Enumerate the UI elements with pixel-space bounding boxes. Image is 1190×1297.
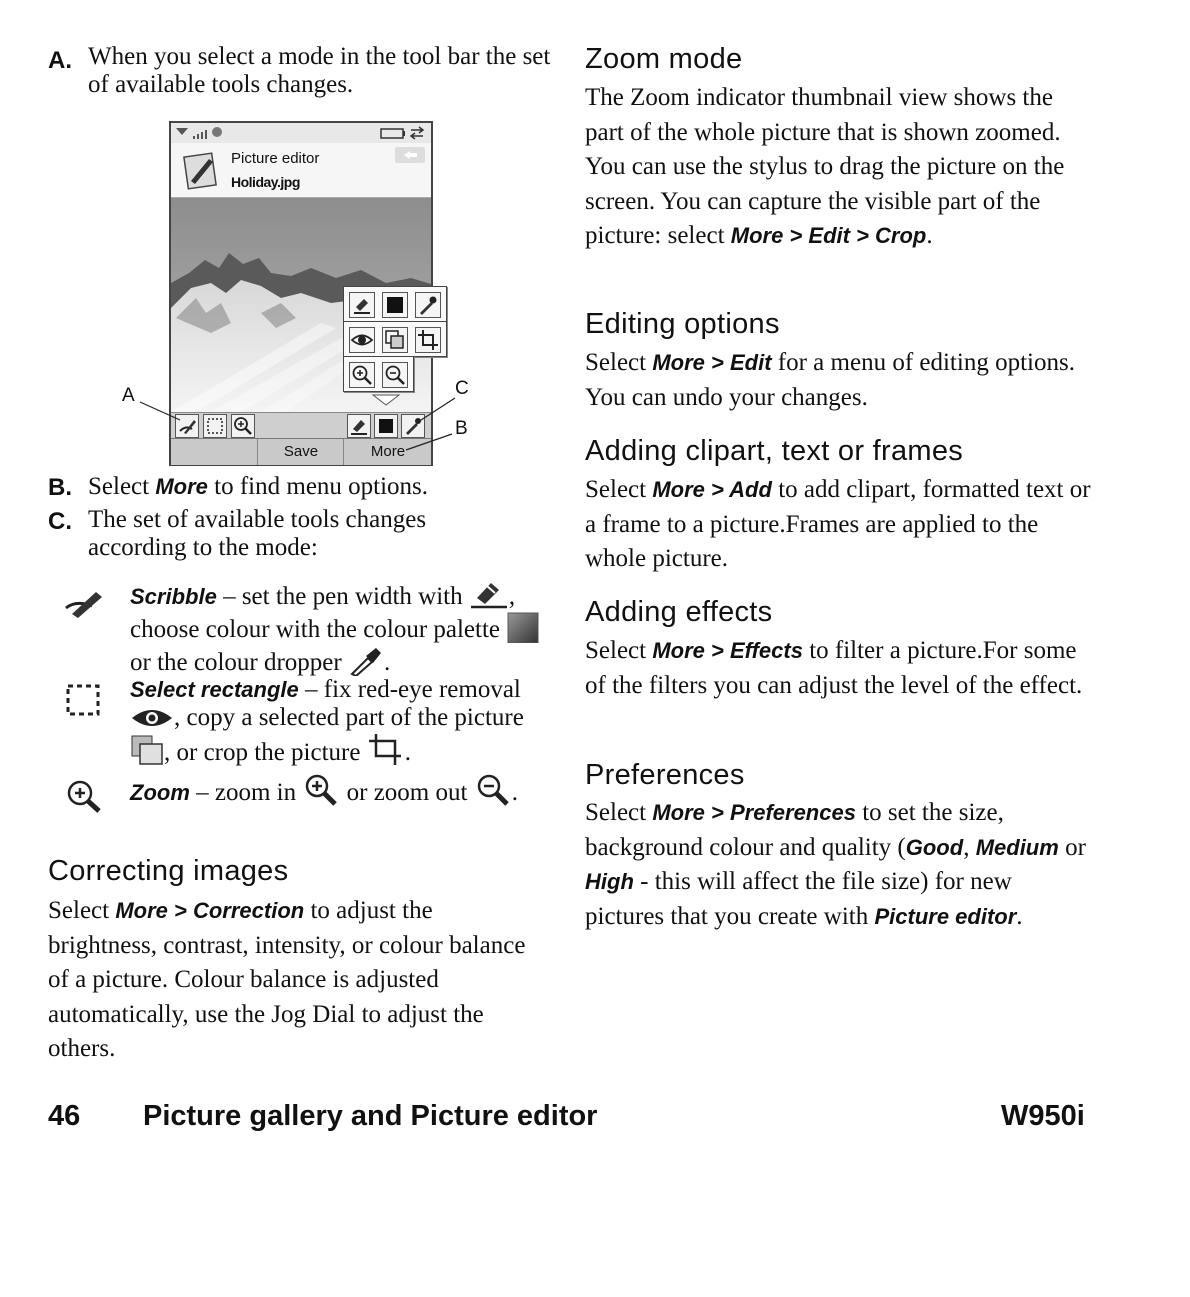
callout-c: C	[455, 378, 469, 399]
zoom-mode-heading: Zoom mode	[585, 43, 743, 75]
item-a-text: When you select a mode in the tool bar the set of available tools changes.	[88, 43, 551, 98]
zoom-icon	[64, 778, 104, 814]
crop-icon	[367, 732, 405, 766]
select-rectangle-description: Select rectangle – fix red-eye removal , copy a selected part of the picture , or crop the picture .	[130, 676, 524, 766]
copy-icon	[130, 734, 164, 766]
pen-width-icon	[469, 578, 509, 610]
item-c-text: The set of available tools changes according to the mode:	[88, 506, 427, 561]
file-name: Holiday.jpg	[231, 174, 300, 190]
zoom-out-icon	[474, 772, 512, 806]
colour-palette-icon	[506, 611, 540, 643]
correcting-images-heading: Correcting images	[48, 855, 289, 887]
callout-a: A	[122, 385, 135, 406]
item-label-b: B.	[48, 474, 72, 501]
callout-b: B	[455, 418, 468, 439]
zoom-description: Zoom – zoom in or zoom out .	[130, 772, 560, 807]
scribble-icon	[62, 588, 106, 620]
select-rectangle-icon	[64, 682, 102, 718]
adding-effects-text: Select More > Effects to filter a picture.For some of the filters you can adjust the level of the effect.	[585, 637, 1083, 699]
footer-section-title: Picture gallery and Picture editor	[143, 1100, 598, 1132]
preferences-heading: Preferences	[585, 759, 745, 791]
adding-effects-heading: Adding effects	[585, 596, 773, 628]
save-label: Save	[283, 443, 319, 460]
page-number: 46	[48, 1100, 81, 1132]
adding-clipart-text: Select More > Add to add clipart, formatted text or a frame to a picture.Frames are applied to the whole picture.	[585, 476, 1091, 572]
editing-options-heading: Editing options	[585, 308, 780, 340]
more-label: More	[370, 443, 406, 460]
adding-clipart-heading: Adding clipart, text or frames	[585, 435, 964, 467]
red-eye-icon	[130, 705, 174, 731]
correcting-images-text: Select More > Correction to adjust the brightness, contrast, intensity, or colour balance of a picture. Colour balance is adjusted automatically, use the Jog Dial to adjust the others.	[48, 897, 526, 1062]
zoom-in-icon	[302, 772, 340, 806]
item-label-a: A.	[48, 47, 72, 74]
editing-options-text: Select More > Edit for a menu of editing options. You can undo your changes.	[585, 349, 1075, 411]
preferences-text: Select More > Preferences to set the size, background colour and quality (Good, Medium or High - this will affect the file size) for new pictures that you create with Picture editor.	[585, 799, 1086, 930]
scribble-description: Scribble – set the pen width with , choose colour with the colour palette or the colour dropper .	[130, 578, 560, 677]
item-b-text: Select More to find menu options.	[88, 473, 429, 500]
app-title: Picture editor	[231, 150, 320, 167]
colour-dropper-icon	[348, 644, 384, 676]
zoom-mode-text: The Zoom indicator thumbnail view shows the part of the whole picture that is shown zoomed. You can use the stylus to drag the picture on the screen. You can capture the visible part of the picture: select More > Edit > Crop.	[585, 84, 1065, 249]
footer-model: W950i	[1001, 1100, 1085, 1132]
item-label-c: C.	[48, 508, 72, 535]
